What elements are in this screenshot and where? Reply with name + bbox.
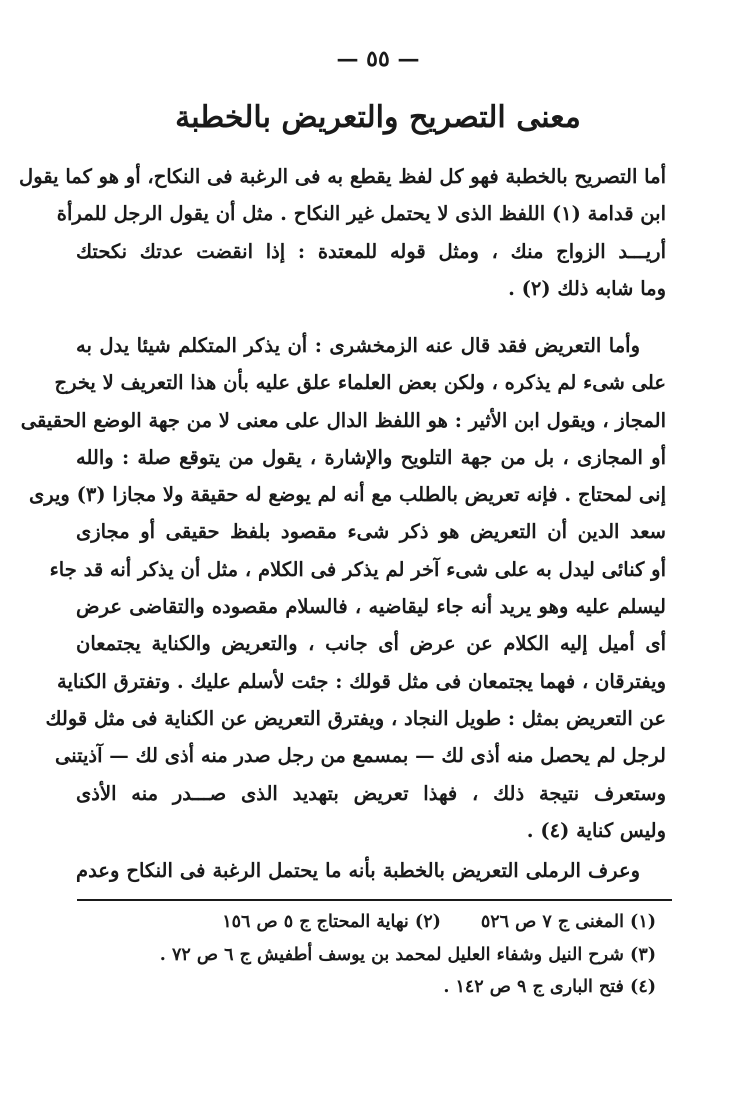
page-number: — ٥٥ — (336, 46, 420, 72)
paragraph-line: ليسلم عليه وهو يريد أنه جاء ليقاضيه ، فالسلام مقصوده والتقاضى عرض (76, 595, 666, 619)
paragraph-line: وأما التعريض فقد قال عنه الزمخشرى : أن يذكر المتكلم شيئا يدل به (76, 334, 640, 357)
section-title: معنى التصريح والتعريض بالخطبة (175, 100, 581, 135)
footnote-2: (٢) نهاية المحتاج ج ٥ ص ١٥٦ (222, 912, 441, 932)
paragraph-2 (20, 327, 666, 849)
footnote-row (76, 906, 656, 939)
paragraph-line: أو كنائى ليدل به على شىء آخر لم يذكر فى الكلام ، مثل أن يذكر أنه قد جاء (49, 557, 666, 581)
paragraph-line: ويفترقان ، فهما يجتمعان فى مثل قولك : جئت لأسلم عليك . وتفترق الكناية (57, 669, 666, 693)
paragraph-line: وعرف الرملى التعريض بالخطبة بأنه ما يحتمل الرغبة فى النكاح وعدم (76, 859, 640, 882)
paragraph-line: عن التعريض بمثل : طويل النجاد ، ويفترق التعريض عن الكناية فى مثل قولك (45, 706, 666, 730)
paragraph-line: أو المجازى ، بل من جهة التلويح والإشارة ، يقول من يتوقع صلة : والله (76, 445, 666, 469)
paragraph-line: وليس كناية (٤) . (526, 818, 666, 842)
footnotes (76, 906, 656, 1004)
paragraph-line: أما التصريح بالخطبة فهو كل لفظ يقطع به فى الرغبة فى النكاح، أو هو كما يقول (19, 165, 666, 188)
paragraph-line: أى أميل إليه الكلام عن عرض أى جانب ، والتعريض والكناية يجتمعان (76, 632, 666, 656)
paragraph-3 (76, 852, 666, 889)
footnote-row (76, 971, 656, 1004)
paragraph-line: ابن قدامة (١) اللفظ الذى لا يحتمل غير النكاح . مثل أن يقول الرجل للمرأة (56, 202, 666, 226)
paragraph-line: المجاز ، ويقول ابن الأثير : هو اللفظ الدال على معنى لا من جهة الوضع الحقيقى (20, 408, 666, 432)
paragraph-line: سعد الدين أن التعريض هو ذكر شىء مقصود بلفظ حقيقى أو مجازى (76, 520, 666, 544)
footnote-divider (77, 899, 672, 901)
footnote-1: (١) المغنى ج ٧ ص ٥٢٦ (480, 912, 656, 932)
footnote-4: (٤) فتح البارى ج ٩ ص ١٤٢ . (443, 977, 656, 997)
footnote-row (76, 939, 656, 972)
paragraph-line: إنى لمحتاج . فإنه تعريض بالطلب مع أنه لم يوضع له حقيقة ولا مجازا (٣) ويرى (28, 483, 666, 507)
paragraph-line: على شىء لم يذكره ، ولكن بعض العلماء علق عليه بأن هذا التعريف لا يخرج (54, 371, 666, 395)
paragraph-1 (19, 158, 666, 307)
paragraph-line: وما شابه ذلك (٢) . (508, 276, 666, 300)
footnote-3: (٣) شرح النيل وشفاء العليل لمحمد بن يوسف أطفيش ج ٦ ص ٧٢ . (159, 944, 656, 965)
paragraph-line: وستعرف نتيجة ذلك ، فهذا تعريض بتهديد الذى صـــدر منه الأذى (76, 781, 666, 805)
paragraph-line: أريـــد الزواج منك ، ومثل قوله للمعتدة : إذا انقضت عدتك نكحتك (76, 239, 666, 263)
paragraph-line: لرجل لم يحصل منه أذى لك — بمسمع من رجل صدر منه أذى لك — آذيتنى (54, 744, 666, 768)
